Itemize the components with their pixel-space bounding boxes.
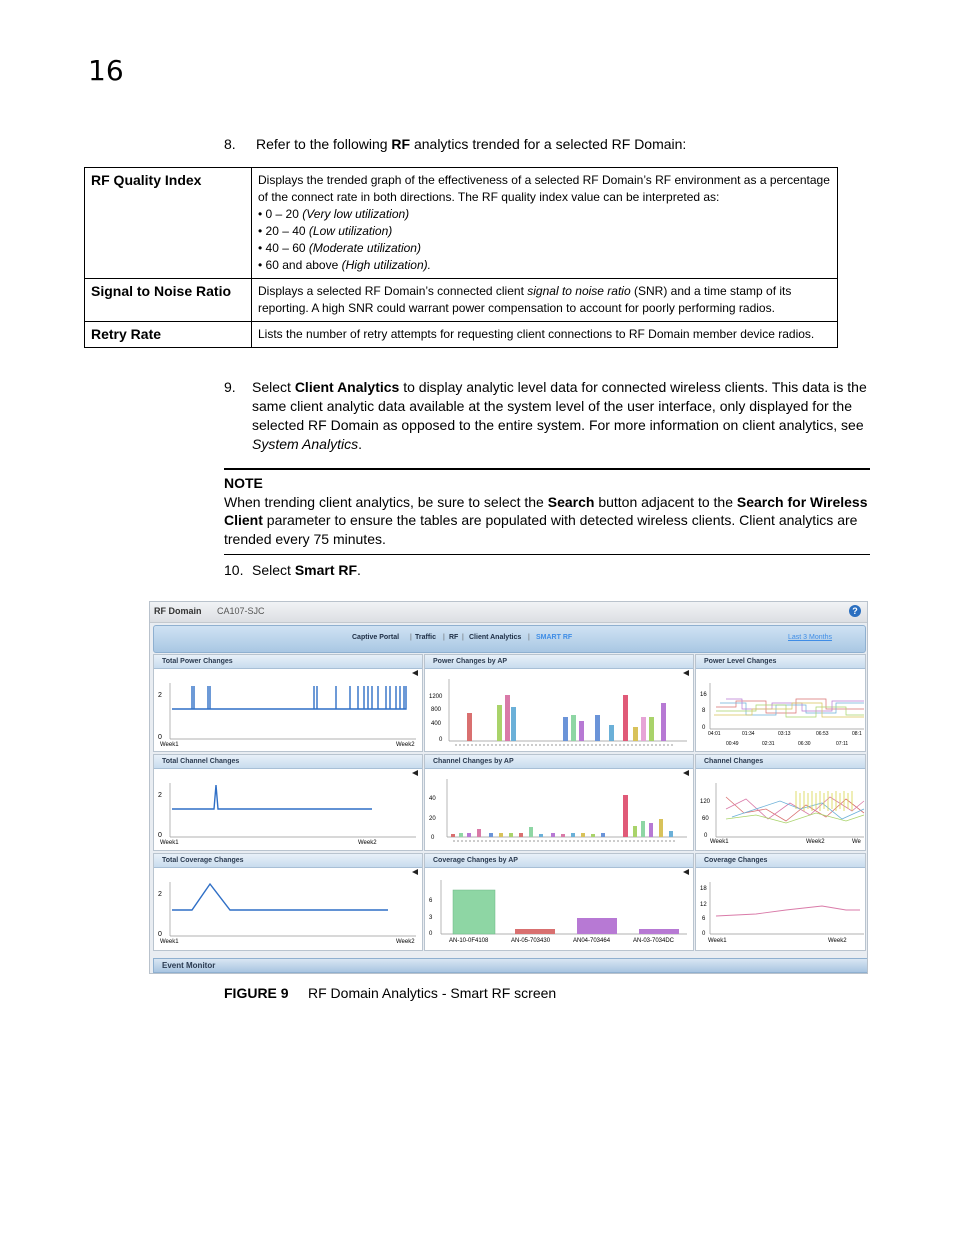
step-text: Select <box>252 379 295 395</box>
y-tick: 2 <box>158 792 162 799</box>
chart <box>696 868 865 950</box>
panel-title: Total Channel Changes <box>154 755 422 769</box>
y-tick: 120 <box>700 799 711 805</box>
bar <box>639 929 679 934</box>
chapter-number: 16 <box>88 54 124 87</box>
collapse-arrow-icon[interactable] <box>412 770 418 776</box>
help-icon[interactable]: ? <box>849 605 861 617</box>
list-item <box>258 257 831 274</box>
figure-label: FIGURE 9 <box>224 985 289 1001</box>
x-tick: Week2 <box>828 938 847 944</box>
list-item <box>258 240 831 257</box>
y-tick: 20 <box>429 816 436 822</box>
note-bold: Search for Wireless Client <box>224 493 868 528</box>
y-tick: 16 <box>700 692 707 698</box>
collapse-arrow-icon[interactable] <box>412 869 418 875</box>
chart <box>425 669 693 751</box>
x-tick: Week2 <box>806 839 825 845</box>
x-tick: 07:11 <box>836 741 849 747</box>
row-desc <box>252 279 838 322</box>
figure-text: RF Domain Analytics - Smart RF screen <box>308 985 557 1001</box>
panel-title: Coverage Changes <box>696 854 865 868</box>
coverage-change-line <box>172 884 388 910</box>
y-tick: 40 <box>429 796 436 802</box>
x-tick: Week1 <box>160 840 179 846</box>
x-tick: Week1 <box>160 939 179 945</box>
time-range-link[interactable]: Last 3 Months <box>788 634 832 641</box>
step-text: . <box>358 436 362 452</box>
bullet-label: (Low utilization) <box>308 224 393 238</box>
chart <box>425 769 693 850</box>
table-row <box>85 322 838 348</box>
list-item <box>258 223 831 240</box>
x-tick: 06:30 <box>798 741 811 747</box>
bullet-range: • 60 and above <box>258 258 342 272</box>
bar <box>623 795 628 837</box>
tab-client-analytics[interactable]: Client Analytics <box>469 634 522 641</box>
bullet-list <box>258 206 831 274</box>
y-tick: 2 <box>158 692 162 699</box>
y-tick: 0 <box>704 833 708 839</box>
bar <box>515 929 555 934</box>
x-tick: Week2 <box>396 939 415 945</box>
analytics-tabs <box>153 625 866 653</box>
bullet-label: (Moderate utilization) <box>308 241 421 255</box>
total-power-changes-panel <box>153 654 423 752</box>
step-8 <box>224 135 686 154</box>
title-bar <box>150 602 867 623</box>
bar <box>453 890 495 934</box>
tab-separator: | <box>528 634 530 641</box>
x-tick: 04:01 <box>708 731 721 737</box>
event-monitor-bar[interactable]: Event Monitor <box>153 958 868 973</box>
chart <box>696 769 865 850</box>
tab-traffic[interactable]: Traffic <box>415 634 437 641</box>
tab-separator: | <box>443 634 445 641</box>
y-tick: 2 <box>158 891 162 898</box>
panel-title: Power Changes by AP <box>425 655 693 669</box>
x-tick: 02:31 <box>762 741 775 747</box>
rf-domain-label: RF Domain <box>154 606 202 616</box>
bar <box>571 715 576 741</box>
desc-text: Displays the trended graph of the effectiveness of a selected RF Domain’s RF environment as a percentage of the connect rate in both directions. The RF quality index value can be interpreted as: <box>258 173 830 204</box>
y-tick: 400 <box>431 721 442 727</box>
panel-title: Total Power Changes <box>154 655 422 669</box>
x-tick: AN-03-7034DC <box>633 938 675 944</box>
y-tick: 0 <box>431 835 435 841</box>
channel-changes-panel <box>695 754 866 851</box>
chart <box>154 669 422 751</box>
y-tick: 0 <box>439 737 443 743</box>
step-text: Refer to the following <box>256 136 392 152</box>
x-tick: Week1 <box>708 938 727 944</box>
bar <box>563 717 568 741</box>
tab-separator: | <box>410 634 412 641</box>
smart-rf-screenshot <box>149 601 868 974</box>
channel-changes-by-ap-panel <box>424 754 694 851</box>
step-text: Select <box>252 562 295 578</box>
x-tick: AN-05-703430 <box>511 938 551 944</box>
row-key: RF Quality Index <box>85 168 252 279</box>
tab-separator: | <box>462 634 464 641</box>
power-change-line <box>172 686 406 709</box>
panel-title: Channel Changes by AP <box>425 755 693 769</box>
bar <box>623 695 628 741</box>
y-tick: 0 <box>702 931 706 937</box>
note-part: parameter to ensure the tables are populated with detected wireless clients. Client analytics are trended every 75 minutes. <box>224 512 858 547</box>
panel-title: Total Coverage Changes <box>154 854 422 868</box>
bar <box>609 725 614 741</box>
coverage-changes-by-ap-panel <box>424 853 694 951</box>
note-heading: NOTE <box>224 475 263 491</box>
bar <box>497 705 502 741</box>
bar <box>661 703 666 741</box>
y-tick: 0 <box>158 832 162 839</box>
y-tick: 3 <box>429 915 433 921</box>
step-number: 8. <box>224 136 236 152</box>
system-analytics-link[interactable]: System Analytics <box>252 436 359 452</box>
note-text <box>224 493 870 549</box>
bar <box>595 715 600 741</box>
x-tick: Week2 <box>396 742 415 748</box>
panel-title: Power Level Changes <box>696 655 865 669</box>
collapse-arrow-icon[interactable] <box>683 770 689 776</box>
y-tick: 18 <box>700 886 707 892</box>
note-part: button adjacent to the <box>594 493 737 510</box>
step-number: 10. <box>224 562 244 578</box>
y-tick: 0 <box>429 931 433 937</box>
x-tick: AN-10-0F4108 <box>449 938 489 944</box>
tab-captive-portal[interactable]: Captive Portal <box>352 634 400 641</box>
row-key: Signal to Noise Ratio <box>85 279 252 322</box>
step-text: to display analytic level data for connected wireless clients. This data is the same client analytic data available at the system level of the user interface, only displayed for the selected RF Domain as opposed to the entire system. For more information on client analytics, see <box>252 379 867 433</box>
step-10 <box>224 561 361 580</box>
chart <box>696 669 865 751</box>
y-tick: 12 <box>700 902 707 908</box>
x-tick: 01:34 <box>742 731 755 737</box>
x-tick: 06:53 <box>816 731 829 737</box>
bar <box>649 717 654 741</box>
rf-domain-name: CA107-SJC <box>217 606 265 616</box>
table-row <box>85 279 838 322</box>
desc-text: Displays a selected RF Domain’s connected client <box>258 284 528 298</box>
panel-title: Channel Changes <box>696 755 865 769</box>
y-tick: 8 <box>702 708 706 714</box>
channel-change-line <box>172 785 372 809</box>
bullet-range: • 40 – 60 <box>258 241 309 255</box>
collapse-arrow-icon[interactable] <box>683 869 689 875</box>
collapse-arrow-icon[interactable] <box>683 670 689 676</box>
step-number: 9. <box>224 379 236 395</box>
bar <box>577 918 617 934</box>
step-bold: RF <box>391 136 411 152</box>
chart <box>425 868 693 950</box>
panel-title: Coverage Changes by AP <box>425 854 693 868</box>
x-tick: 00:49 <box>726 741 739 747</box>
desc-italic: signal to noise ratio <box>527 284 631 298</box>
tab-smart-rf[interactable]: SMART RF <box>536 634 573 641</box>
step-9 <box>224 378 870 454</box>
rf-analytics-table <box>84 167 838 348</box>
list-item <box>258 206 831 223</box>
chart <box>154 868 422 950</box>
x-tick: 08:1 <box>852 731 862 737</box>
y-tick: 6 <box>702 916 706 922</box>
y-tick: 6 <box>429 898 433 904</box>
chart <box>154 769 422 850</box>
bar <box>579 721 584 741</box>
y-tick: 0 <box>158 931 162 938</box>
x-tick: AN04-703464 <box>573 938 611 944</box>
bullet-label: (Very low utilization) <box>302 207 410 221</box>
step-text: analytics trended for a selected RF Domain: <box>410 136 687 152</box>
coverage-changes-panel <box>695 853 866 951</box>
row-desc: Lists the number of retry attempts for requesting client connections to RF Domain member device radios. <box>252 322 838 348</box>
bar <box>467 713 472 741</box>
power-changes-by-ap-panel <box>424 654 694 752</box>
y-tick: 800 <box>431 707 442 713</box>
power-level-changes-panel <box>695 654 866 752</box>
x-tick: 03:13 <box>778 731 791 737</box>
tab-rf[interactable]: RF <box>449 634 459 641</box>
y-tick: 60 <box>702 816 709 822</box>
bullet-range: • 0 – 20 <box>258 207 303 221</box>
y-tick: 1200 <box>429 694 443 700</box>
total-coverage-changes-panel <box>153 853 423 951</box>
bar <box>511 707 516 741</box>
total-channel-changes-panel <box>153 754 423 851</box>
step-bold: Smart RF <box>294 562 358 578</box>
figure-caption <box>224 985 556 1001</box>
collapse-arrow-icon[interactable] <box>412 670 418 676</box>
note-box <box>224 468 870 555</box>
bullet-label: (High utilization). <box>341 258 431 272</box>
bar <box>505 695 510 741</box>
x-tick: Week1 <box>160 742 179 748</box>
step-text: . <box>357 562 361 578</box>
y-tick: 0 <box>158 734 162 741</box>
bullet-range: • 20 – 40 <box>258 224 309 238</box>
table-row <box>85 168 838 279</box>
x-tick: Week1 <box>710 839 729 845</box>
note-part: When trending client analytics, be sure to select the <box>224 493 548 510</box>
note-bold: Search <box>547 493 595 510</box>
bar <box>633 727 638 741</box>
x-tick: We <box>852 839 861 845</box>
bar <box>641 717 646 741</box>
desc-text: (SNR) and a time stamp of its reporting. A high SNR could warrant power compensation to account for poorly performing radios. <box>258 284 792 315</box>
x-tick: Week2 <box>358 840 377 846</box>
row-key: Retry Rate <box>85 322 252 348</box>
row-desc <box>252 168 838 279</box>
y-tick: 0 <box>702 725 706 731</box>
step-bold: Client Analytics <box>294 379 400 395</box>
